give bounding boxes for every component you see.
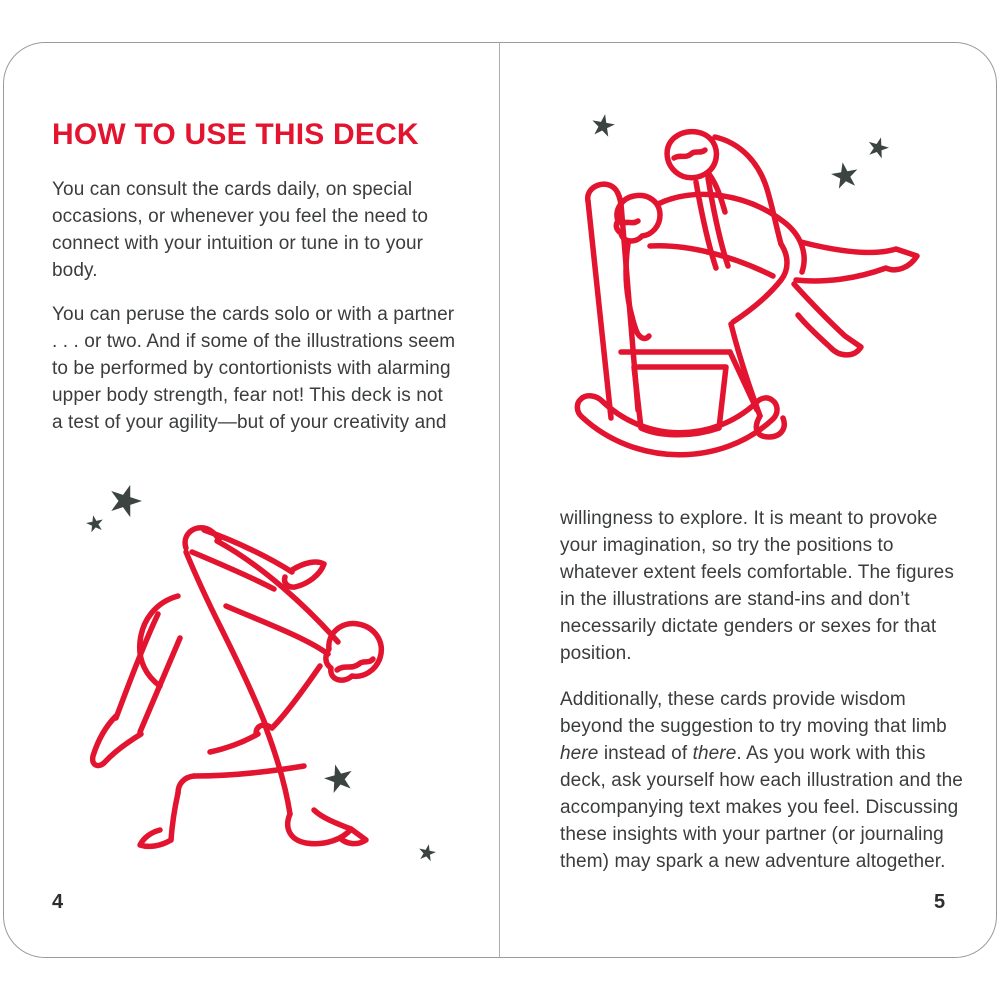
star-icon <box>865 135 891 160</box>
paragraph-text: Additionally, these cards provide wisdom beyond the suggestion to try moving that limb <box>560 689 947 737</box>
star-icon <box>105 480 145 519</box>
left-paragraph-1: You can consult the cards daily, on special occasions, or whenever you feel the need to connect with your intuition or tune in to your body. <box>52 179 429 281</box>
rocking-chair-illustration <box>558 86 982 482</box>
italic-word: here <box>560 743 599 764</box>
italic-word: there <box>692 743 737 764</box>
acrobatic-figures-illustration <box>58 466 482 890</box>
page-number-left: 4 <box>52 891 64 913</box>
star-icon <box>590 112 616 137</box>
right-paragraph-2 <box>560 686 972 875</box>
left-paragraph-2: You can peruse the cards solo or with a partner . . . or two. And if some of the illustrations seem to be performed by contortionists with alarming upper body strength, fear not! This deck is not a test of your agility—but of your creativity and <box>52 304 456 433</box>
figures-line-art <box>577 132 917 455</box>
star-icon <box>417 842 437 861</box>
stars-group <box>85 480 437 862</box>
page-number-right: 5 <box>934 891 946 913</box>
paragraph-text: . As you work with this deck, ask yourself how each illustration and the accompanying text makes you feel. Discussing these insights with your partner (or journaling them) may spark a new adventure altogether. <box>560 743 963 872</box>
section-heading: HOW TO USE THIS DECK <box>52 118 419 151</box>
star-icon <box>829 160 860 190</box>
star-icon <box>321 761 356 795</box>
figures-line-art <box>93 528 382 847</box>
star-icon <box>85 513 105 532</box>
right-paragraph-1: willingness to explore. It is meant to provoke your imagination, so try the positions to whatever extent feels comfortable. The figures in the illustrations are stand-ins and don’t necessarily dictate genders or sexes for that position. <box>560 508 954 664</box>
paragraph-text: instead of <box>598 743 693 764</box>
page-divider <box>499 42 500 958</box>
